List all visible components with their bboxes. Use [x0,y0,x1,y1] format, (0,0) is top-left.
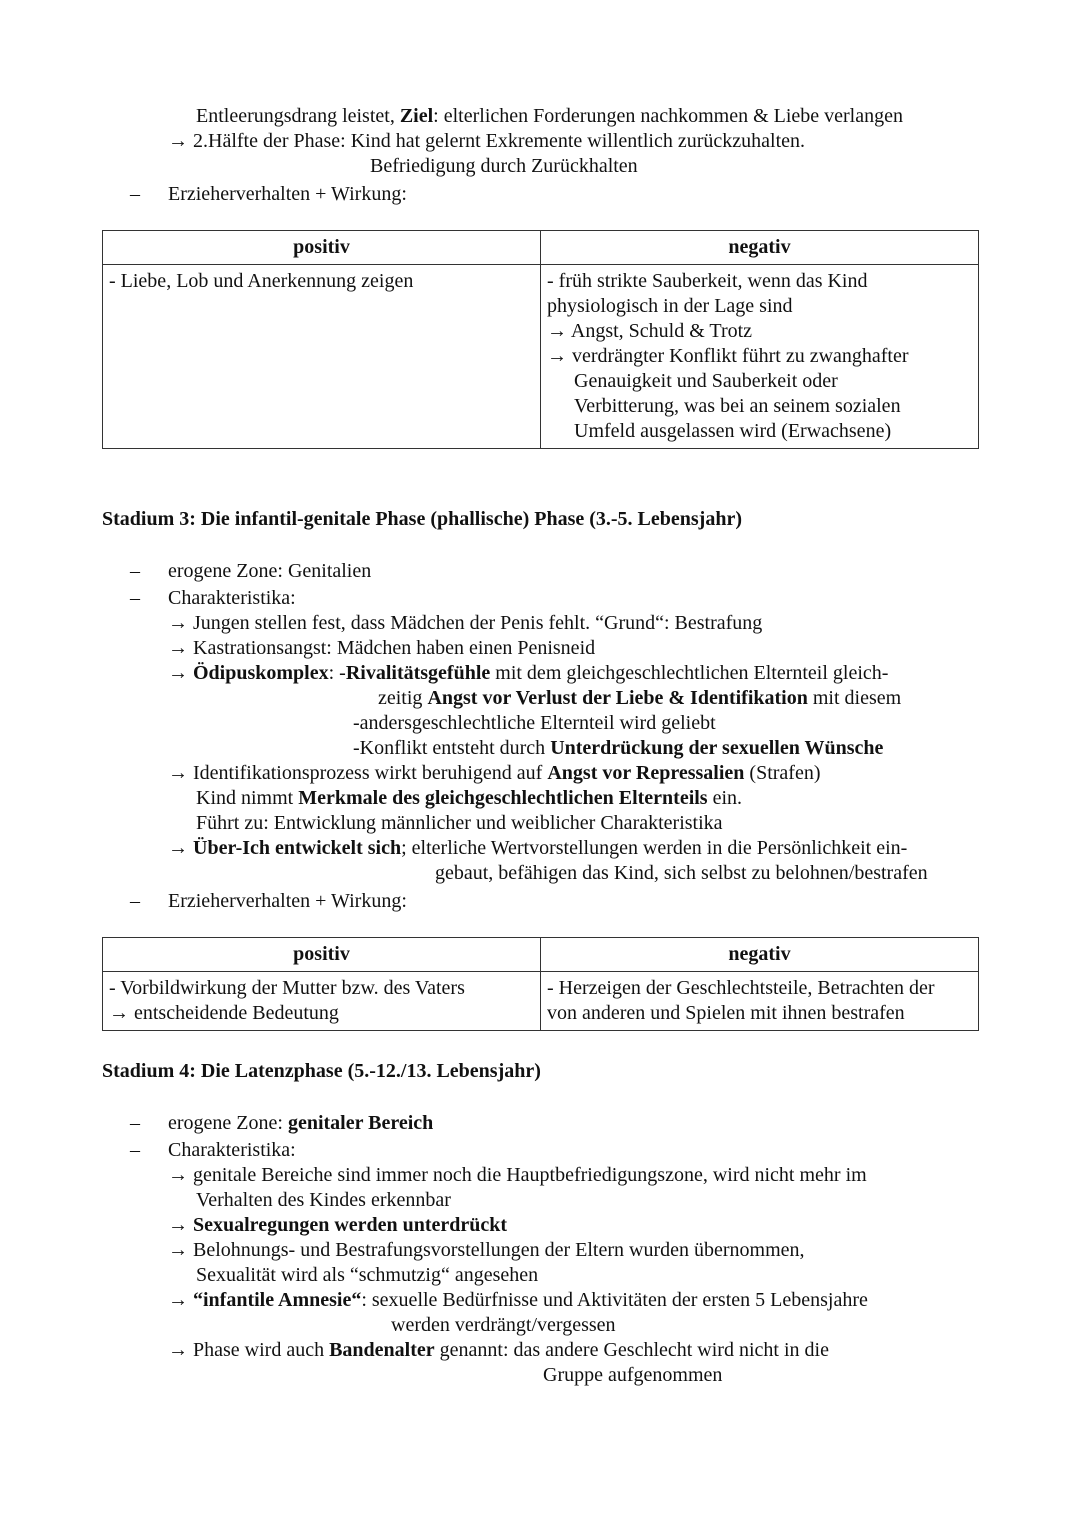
bullet-dash: – [130,587,140,609]
cell-positive [103,265,541,449]
arrow: → [168,662,193,684]
text-span: erogene Zone: [168,1112,288,1134]
text-span: mit diesem [807,687,902,709]
cell-positive [103,972,541,1031]
bold-term: genitaler Bereich [287,1112,434,1134]
educator-table-stage3 [102,937,979,1031]
text-span: Entleerungsdrang leistet, [196,105,400,127]
table-row [103,265,979,449]
cell-negative [541,265,979,449]
table-row [103,972,979,1031]
text-span: ein. [707,787,743,809]
text-span: zeitig [378,687,428,709]
cell-line: → verdrängter Konflikt führt zu zwanghafter [547,345,909,367]
text-line: gebaut, befähigen das Kind, sich selbst zu belohnen/bestrafen [435,862,928,884]
text-line: → Belohnungs- und Bestrafungsvorstellungen der Eltern wurden übernommen, [168,1239,805,1261]
table-header-row [103,938,979,972]
text-line [168,1338,829,1363]
cell-line: physiologisch in der Lage sind [547,295,793,317]
text-line: Befriedigung durch Zurückhalten [370,155,638,177]
text-span: : - [328,662,346,684]
cell-line: - Herzeigen der Geschlechtsteile, Betrachten der [547,977,935,999]
bold-term: Rivalitätsgefühle [345,662,491,684]
cell-line: → entscheidende Bedeutung [109,1002,339,1024]
bold-term: Ziel [399,105,434,127]
bullet-text [168,1111,433,1136]
cell-line: - früh strikte Sauberkeit, wenn das Kind [547,270,868,292]
educator-table-stage2 [102,230,979,449]
text-span: (Strafen) [744,762,821,784]
cell-line: Verbitterung, was bei an seinem sozialen [574,395,901,417]
bullet-dash: – [130,890,140,912]
text-span: -Konflikt entsteht durch [353,737,551,759]
bold-term: Unterdrückung der sexuellen Wünsche [550,737,884,759]
section-heading-stage4: Stadium 4: Die Latenzphase (5.-12./13. Lebensjahr) [102,1060,541,1082]
cell-negative [541,972,979,1031]
text-span: mit dem gleichgeschlechtlichen Elternteil gleich- [490,662,889,684]
cell-line: von anderen und Spielen mit ihnen bestrafen [547,1002,905,1024]
text-line: → genitale Bereiche sind immer noch die Hauptbefriedigungszone, wird nicht mehr im [168,1164,867,1186]
bold-term: Merkmale des gleichgeschlechtlichen Elternteils [298,787,708,809]
text-line: -andersgeschlechtliche Elternteil wird geliebt [353,712,716,734]
text-span: → Phase wird auch [168,1339,330,1361]
text-span: ; elterliche Wertvorstellungen werden in die Persönlichkeit ein- [401,837,908,859]
cell-line: Umfeld ausgelassen wird (Erwachsene) [574,420,892,442]
text-line [378,686,901,711]
bold-term: Bandenalter [329,1339,435,1361]
text-line [196,786,742,811]
text-span: : elterlichen Forderungen nachkommen & Liebe verlangen [433,105,903,127]
text-line: Gruppe aufgenommen [543,1364,723,1386]
bullet-text: Charakteristika: [168,587,296,609]
text-line [168,1288,868,1313]
text-span: : sexuelle Bedürfnisse und Aktivitäten der ersten 5 Lebensjahre [361,1289,868,1311]
header-positive: positiv [103,231,541,265]
text-line: → Kastrationsangst: Mädchen haben einen Penisneid [168,637,596,659]
arrow: → [168,1289,193,1311]
text-line: Verhalten des Kindes erkennbar [196,1189,451,1211]
bold-term: Angst vor Verlust der Liebe & Identifikation [427,687,808,709]
cell-line: → Angst, Schuld & Trotz [547,320,753,342]
text-line: Führt zu: Entwicklung männlicher und weiblicher Charakteristika [196,812,723,834]
bullet-dash: – [130,1139,140,1161]
bullet-dash: – [130,1112,140,1134]
bullet-dash: – [130,560,140,582]
bold-term: Angst vor Repressalien [547,762,745,784]
table-header-row [103,231,979,265]
bullet-text: Erzieherverhalten + Wirkung: [168,183,407,205]
text-line: werden verdrängt/vergessen [391,1314,616,1336]
text-line [168,761,820,786]
text-line [168,836,907,861]
text-span: → Identifikationsprozess wirkt beruhigend auf [168,762,548,784]
arrow: → [168,1214,193,1236]
bold-term: “infantile Amnesie“ [193,1289,362,1311]
arrow: → [168,837,193,859]
text-span: genannt: das andere Geschlecht wird nicht in die [434,1339,829,1361]
cell-line: Genauigkeit und Sauberkeit oder [574,370,838,392]
cell-line: - Vorbildwirkung der Mutter bzw. des Vaters [109,977,465,999]
bullet-text: Charakteristika: [168,1139,296,1161]
text-line [168,1213,507,1238]
text-line: Sexualität wird als “schmutzig“ angesehen [196,1264,539,1286]
section-heading-stage3: Stadium 3: Die infantil-genitale Phase (phallische) Phase (3.-5. Lebensjahr) [102,508,742,530]
header-positive: positiv [103,938,541,972]
header-negative: negativ [541,938,979,972]
text-line: → Jungen stellen fest, dass Mädchen der Penis fehlt. “Grund“: Bestrafung [168,612,763,634]
cell-line: - Liebe, Lob und Anerkennung zeigen [109,270,414,292]
bullet-dash: – [130,183,140,205]
text-line [168,661,888,686]
bold-term: Über-Ich entwickelt sich [193,837,402,859]
bullet-text: Erzieherverhalten + Wirkung: [168,890,407,912]
header-negative: negativ [541,231,979,265]
text-line [353,736,883,761]
bold-term: Sexualregungen werden unterdrückt [193,1214,508,1236]
text-line: → 2.Hälfte der Phase: Kind hat gelernt Exkremente willentlich zurückzuhalten. [168,130,806,152]
bold-term: Ödipuskomplex [193,662,329,684]
bullet-text: erogene Zone: Genitalien [168,560,372,582]
text-line [196,104,903,129]
text-span: Kind nimmt [196,787,299,809]
